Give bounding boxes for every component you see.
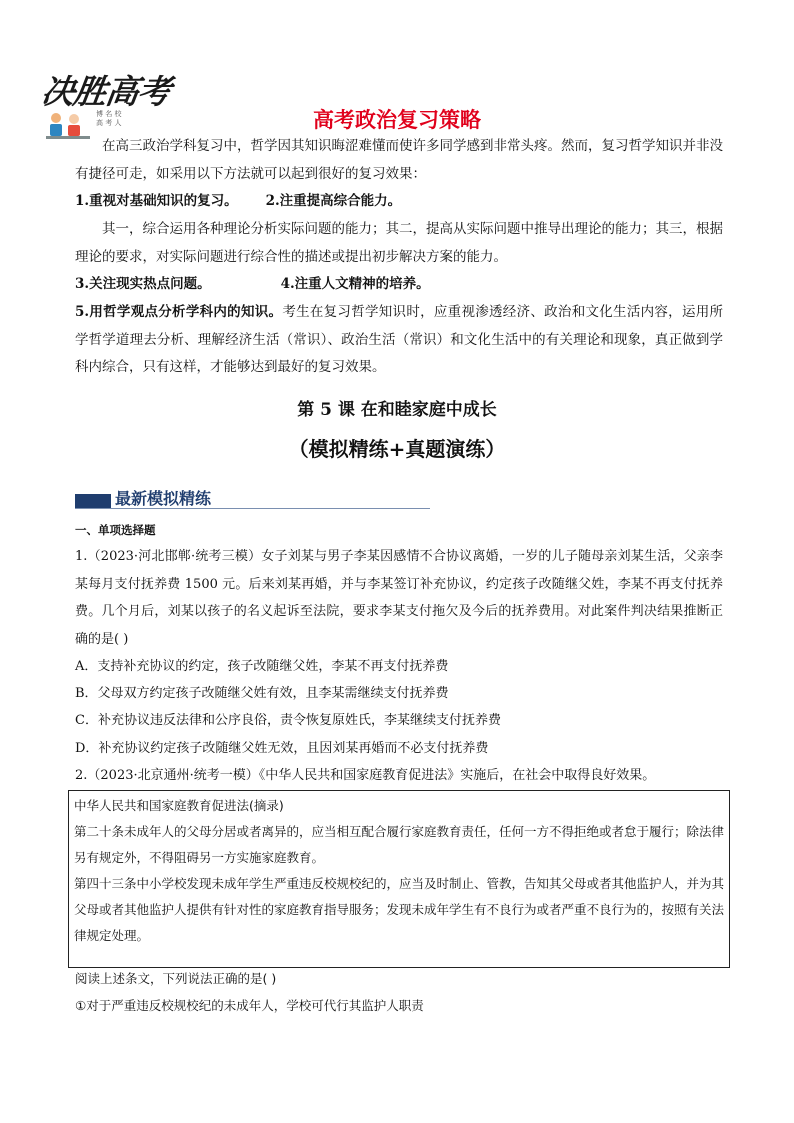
point-row-1 xyxy=(75,188,723,216)
point-5-paragraph xyxy=(75,299,723,382)
question-2-prompt: 阅读上述条文，下列说法正确的是( ) xyxy=(75,971,277,986)
point-1: 1.重视对基础知识的复习。 xyxy=(75,193,238,209)
point-4: 4.注重人文精神的培养。 xyxy=(280,276,430,292)
question-2-stem: 2.（2023·北京通州·统考一模）《中华人民共和国家庭教育促进法》实施后，在社会中取得良好效果。 xyxy=(75,768,656,783)
law-excerpt-content xyxy=(74,793,724,949)
question-2-option-1: ①对于严重违反校规校纪的未成年人，学校可代行其监护人职责 xyxy=(75,998,424,1013)
point-2: 2.注重提高综合能力。 xyxy=(265,193,402,209)
banner-label: 最新模拟精练 xyxy=(115,489,212,508)
question-1-option-a: A．支持补充协议的约定，孩子改随继父姓，李某不再支付抚养费 xyxy=(75,659,449,674)
law-excerpt-box xyxy=(68,790,730,968)
logo-sub-line-2: 高 考 人 xyxy=(96,119,122,127)
law-excerpt-title: 中华人民共和国家庭教育促进法(摘录) xyxy=(74,798,284,813)
section-banner xyxy=(75,486,430,510)
question-1-option-b: B．父母双方约定孩子改随继父姓有效，且李某需继续支付抚养费 xyxy=(75,686,449,701)
question-1-option-c: C．补充协议违反法律和公序良俗，责令恢复原姓氏，李某继续支付抚养费 xyxy=(75,713,501,728)
logo-sub-line-1: 博 名 校 xyxy=(96,110,122,118)
logo-text: 决胜高考 xyxy=(38,72,173,111)
point-3: 3.关注现实热点问题。 xyxy=(75,276,211,292)
intro-paragraph: 在高三政治学科复习中，哲学因其知识晦涩难懂而使许多同学感到非常头疼。然而，复习哲学知识并非没有捷径可走，如采用以下方法就可以起到很好的复习效果： xyxy=(75,138,723,182)
lesson-subtitle: （模拟精练+真题演练） xyxy=(288,437,506,461)
point-5: 5.用哲学观点分析学科内的知识。 xyxy=(75,304,283,320)
banner-underline xyxy=(75,508,430,509)
section-heading: 一、单项选择题 xyxy=(75,523,156,537)
law-article-43: 第四十三条中小学校发现未成年学生严重违反校规校纪的，应当及时制止、管教，告知其父母或者其他监护人，并为其父母或者其他监护人提供有针对性的家庭教育指导服务；发现未成年学生有不良行为或者严重不良行为的，按照有关法律规定处理。 xyxy=(74,876,725,943)
question-1-stem: 1.（2023·河北邯郸·统考三模）女子刘某与男子李某因感情不合协议离婚，一岁的儿子随母亲刘某生活，父亲李某每月支付抚养费 1500 元。后来刘某再婚，并与李某签订补充协议，约定孩子改随继父姓，李某不再支付抚养费。几个月后，刘某以孩子的名义起诉至法院，要求李某支付拖欠及今后的抚养费用。对此案件判决结果推断正确的是( ) xyxy=(75,549,723,647)
point-5-text: 考生在复习哲学知识时，应重视渗透经济、政治和文化生活内容，运用所学哲学道理去分析、理解经济生活（常识）、政治生活（常识）和文化生活中的有关理论和现象，真正做到学科内综合，只有这样，才能够达到最好的复习效果。 xyxy=(75,304,724,375)
law-article-20: 第二十条未成年人的父母分居或者离异的，应当相互配合履行家庭教育责任，任何一方不得拒绝或者怠于履行；除法律另有规定外，不得阻碍另一方实施家庭教育。 xyxy=(74,824,725,865)
banner-bar xyxy=(75,494,111,508)
point-row-2 xyxy=(75,271,723,299)
page-title: 高考政治复习策略 xyxy=(313,108,481,132)
lesson-heading: 第 5 课 在和睦家庭中成长 xyxy=(297,400,497,420)
ability-paragraph: 其一，综合运用各种理论分析实际问题的能力；其二，提高从实际问题中推导出理论的能力；其三，根据理论的要求，对实际问题进行综合性的描述或提出初步解决方案的能力。 xyxy=(75,221,723,265)
question-1-option-d: D．补充协议约定孩子改随继父姓无效，且因刘某再婚而不必支付抚养费 xyxy=(75,741,489,756)
